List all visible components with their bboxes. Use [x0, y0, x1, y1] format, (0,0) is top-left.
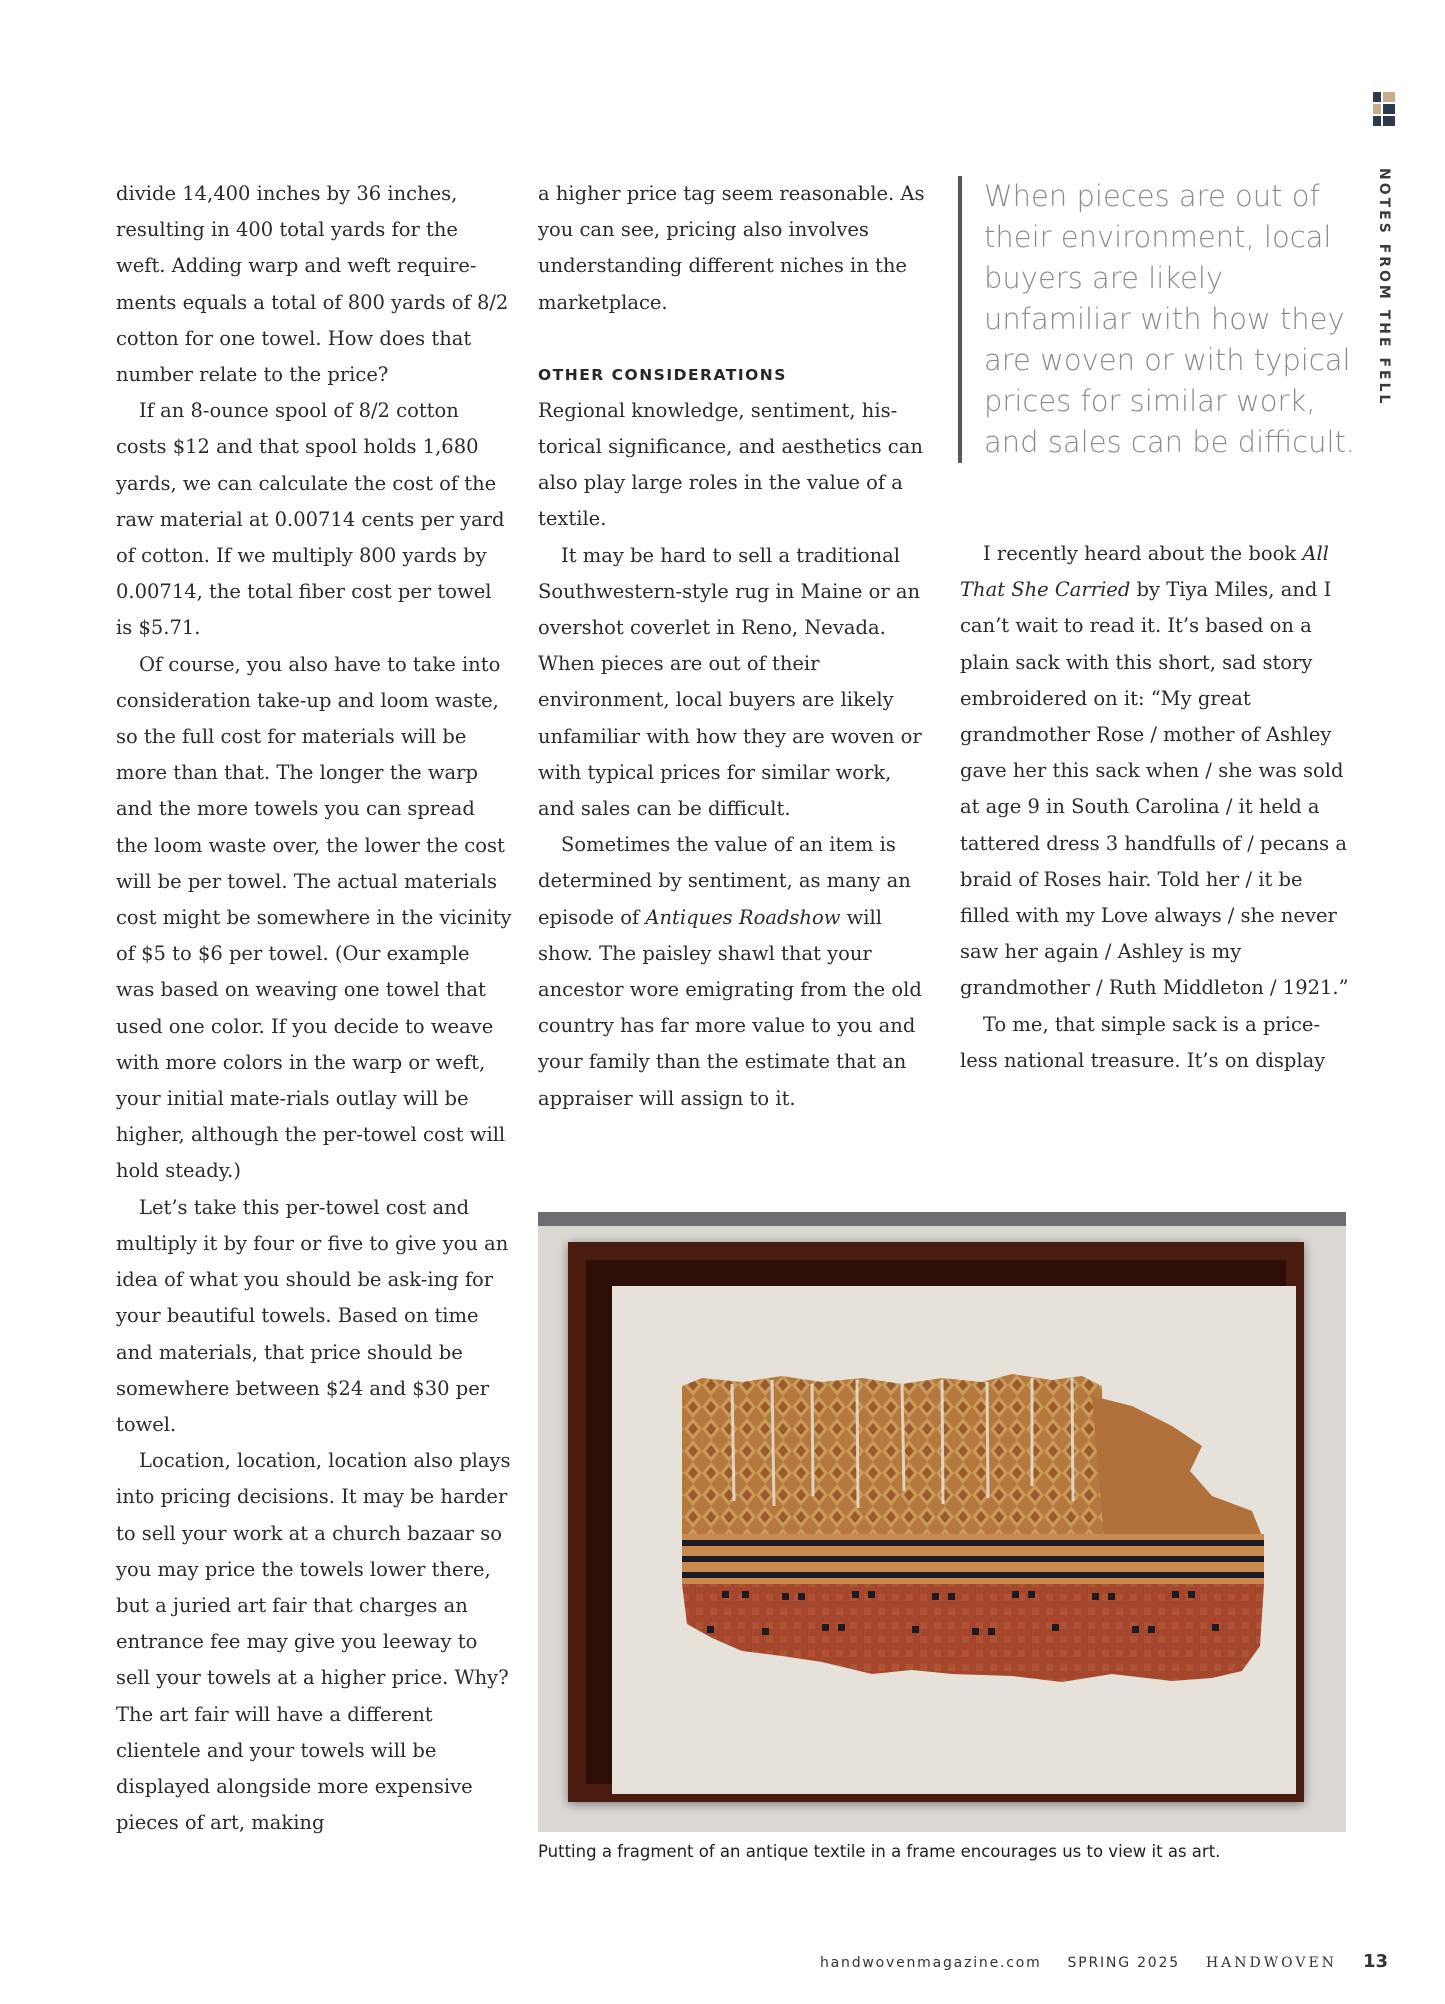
- text-run: Sometimes the value of an item is determined by sentiment, as many an episode of: [538, 833, 911, 929]
- footer-brand: HANDWOVEN: [1205, 1955, 1337, 1971]
- book-title: All That She Carried: [960, 542, 1329, 602]
- section-tab-marks: [1373, 92, 1397, 136]
- frame-inner-edge: [586, 1260, 1286, 1784]
- textile-fragment: [612, 1286, 1296, 1794]
- article-column-3: [960, 536, 1356, 1079]
- article-column-1: [116, 176, 512, 1841]
- frame-mat: [612, 1286, 1296, 1794]
- wall-shadow: [538, 1212, 1346, 1226]
- footer-website: handwovenmagazine.com: [819, 1955, 1042, 1971]
- show-title: Antiques Roadshow: [645, 905, 841, 929]
- paragraph: a higher price tag seem reasonable. As you can see, pricing also involves understanding different niches in the marketplace.: [538, 182, 925, 314]
- paragraph: Location, location, location also plays into pricing decisions. It may be harder to sell your work at a church bazaar so you may price the towels lower there, but a juried art fair that charges an entrance fee may give you leeway to sell your towels at a higher price. Why? The art fair will have a different clientele and your towels will be displayed alongside more expensive pieces of art, making: [116, 1449, 511, 1835]
- section-label: NOTES FROM THE FELL: [1376, 168, 1392, 407]
- text-run: will show. The paisley shawl that your ancestor wore emigrating from the old country has far more value to you and your family than the estimate that an appraiser will assign to it.: [538, 905, 922, 1110]
- paragraph: If an 8-ounce spool of 8/2 cotton costs $12 and that spool holds 1,680 yards, we can calculate the cost of the raw material at 0.00714 cents per yard of cotton. If we multiply 800 yards by 0.00714, the total fiber cost per towel is $5.71.: [116, 399, 505, 640]
- page-footer: [820, 1951, 1388, 1972]
- paragraph: [960, 536, 1356, 1007]
- page-number: 13: [1362, 1951, 1388, 1972]
- paragraph: To me, that simple sack is a price-less national treasure. It’s on display: [960, 1012, 1326, 1072]
- text-run: I recently heard about the book: [983, 542, 1303, 565]
- paragraph: Of course, you also have to take into consideration take-up and loom waste, so the full cost for materials will be more than that. The longer the warp and the more towels you can spread the loom waste over, the lower the cost will be per towel. The actual materials cost might be somewhere in the vicinity of $5 to $6 per towel. (Our example was based on weaving one towel that used one color. If you decide to weave with more colors in the warp or weft, your initial mate-rials outlay will be higher, although the per-towel cost will hold steady.): [116, 652, 512, 1183]
- article-column-2: [538, 176, 934, 1117]
- paragraph: [538, 827, 934, 1117]
- text-run: by Tiya Miles, and I can’t wait to read it. It’s based on a plain sack with this short, sad story embroidered on it: “My great grandmother Rose / mother of Ashley gave her this sack when / she was sold at age 9 in South Carolina / it held a tattered dress 3 handfulls of / pecans a braid of Roses hair. Told her / it be filled with my Love always / she never saw her again / Ashley is my grandmother / Ruth Middleton / 1921.”: [960, 578, 1349, 1000]
- footer-issue: SPRING 2025: [1067, 1955, 1180, 1971]
- framed-textile-photo: [538, 1212, 1346, 1832]
- subheading: OTHER CONSIDERATIONS: [538, 365, 787, 384]
- photo-caption: Putting a fragment of an antique textile in a frame encourages us to view it as art.: [538, 1842, 1221, 1861]
- paragraph: Let’s take this per-towel cost and multiply it by four or five to give you an idea of what you should be ask-ing for your beautiful towels. Based on time and materials, that price should be somewhere between $24 and $30 per towel.: [116, 1195, 509, 1436]
- pull-quote: When pieces are out of their environment, local buyers are likely unfamiliar with how they are woven or with typical prices for similar work, and sales can be difficult.: [958, 176, 1364, 463]
- picture-frame: [568, 1242, 1304, 1802]
- paragraph: Regional knowledge, sentiment, his-torical significance, and aesthetics can also play large roles in the value of a textile.: [538, 398, 923, 531]
- paragraph: It may be hard to sell a traditional Southwestern-style rug in Maine or an overshot coverlet in Reno, Nevada. When pieces are out of their environment, local buyers are likely unfamiliar with how they are woven or with typical prices for similar work, and sales can be difficult.: [538, 543, 922, 821]
- paragraph: divide 14,400 inches by 36 inches, resulting in 400 total yards for the weft. Adding warp and weft require-ments equals a total of 800 yards of 8/2 cotton for one towel. How does that number relate to the price?: [116, 182, 509, 387]
